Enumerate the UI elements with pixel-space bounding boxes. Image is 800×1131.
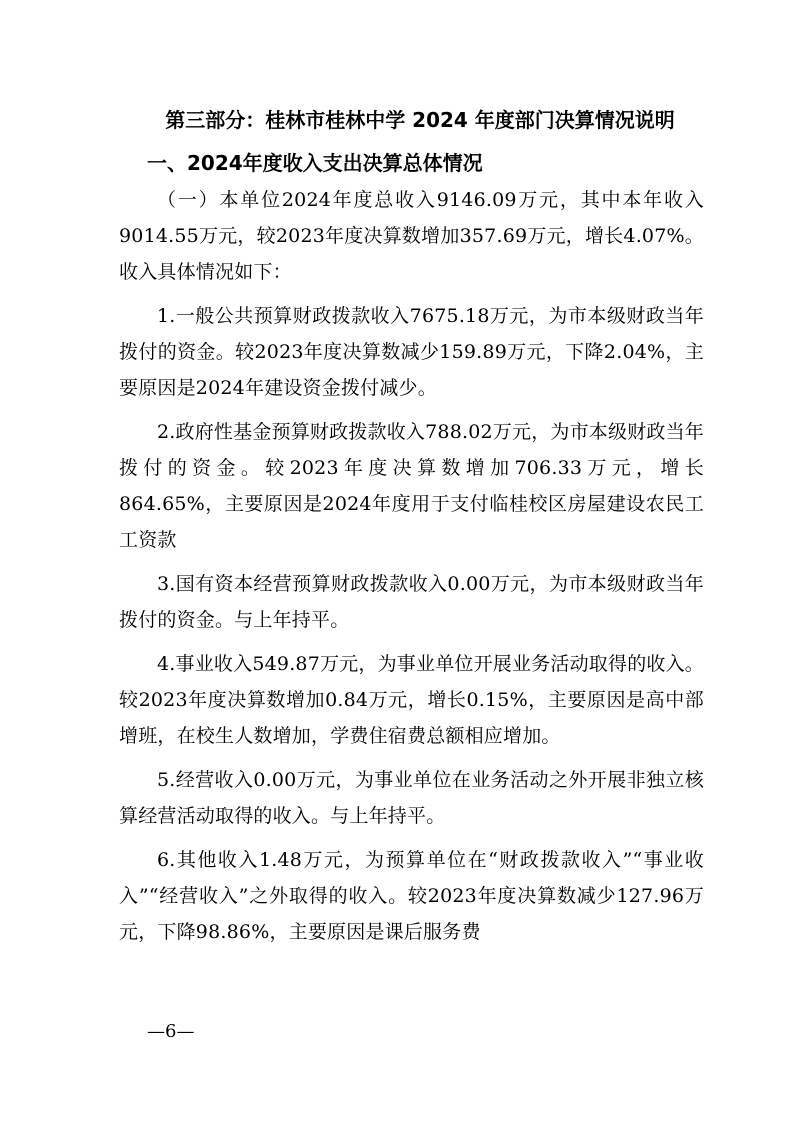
paragraph-total-income: （一）本单位2024年度总收入9146.09万元，其中本年收入9014.55万元，较2023年度决算数增加357.69万元，增长4.07%。收入具体情况如下： <box>119 189 704 283</box>
paragraph-general-budget: 1.一般公共预算财政拨款收入7675.18万元，为市本级财政当年拨付的资金。较2023年度决算数减少159.89万元，下降2.04%，主要原因是2024年建设资金拨付减少。 <box>119 305 704 399</box>
paragraph-business-income: 4.事业收入549.87万元，为事业单位开展业务活动取得的收入。较2023年度决算数增加0.84万元，增长0.15%，主要原因是高中部增班，在校生人数增加，学费住宿费总额相应增加。 <box>119 653 705 747</box>
page-number: —6— <box>147 1021 195 1042</box>
paragraph-other-income: 6.其他收入1.48万元，为预算单位在“财政拨款收入”“事业收入”“经营收入”之外取得的收入。较2023年度决算数减少127.96万元，下降98.86%，主要原因是课后服务费 <box>119 849 704 943</box>
document-title: 第三部分：桂林市桂林中学 2024 年度部门决算情况说明 <box>165 108 675 132</box>
paragraph-fund-budget: 2.政府性基金预算财政拨款收入788.02万元，为市本级财政当年拨付的资金。较2023年度决算数增加706.33万元，增长864.65%，主要原因是2024年度用于支付临桂校区房屋建设农民工工资款 <box>119 421 705 551</box>
paragraph-state-capital: 3.国有资本经营预算财政拨款收入0.00万元，为市本级财政当年拨付的资金。与上年持平。 <box>119 573 704 631</box>
document-body <box>119 182 704 958</box>
paragraph-operating-income: 5.经营收入0.00万元，为事业单位在业务活动之外开展非独立核算经营活动取得的收入。与上年持平。 <box>119 769 704 827</box>
section-heading: 一、2024年度收入支出决算总体情况 <box>147 151 483 175</box>
